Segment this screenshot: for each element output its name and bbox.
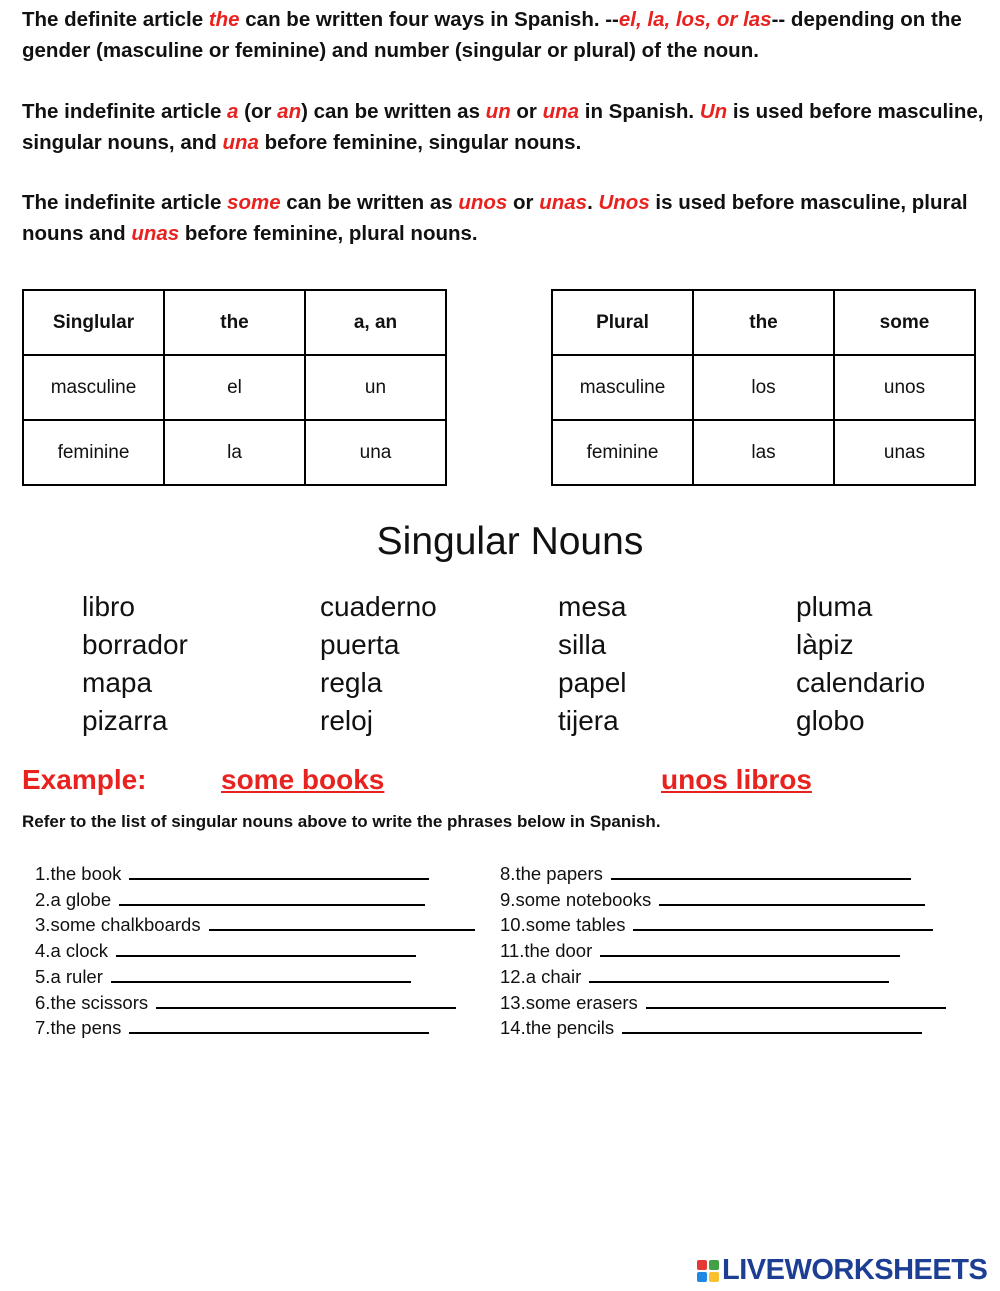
exercise-prompt: a globe (50, 888, 112, 910)
table-cell: feminine (552, 420, 693, 485)
highlight: an (277, 100, 302, 123)
exercise-prompt: a chair (525, 965, 582, 987)
plural-articles-table (551, 289, 976, 486)
noun-item: puerta (320, 629, 400, 660)
table-row (552, 420, 975, 485)
intro-paragraph-indefinite-plural (22, 187, 992, 249)
noun-item: globo (796, 705, 865, 736)
highlight: una (222, 131, 259, 154)
highlight: a (227, 100, 239, 123)
text: (or (238, 100, 278, 123)
noun-item: libro (82, 591, 135, 622)
exercise-item (35, 912, 475, 938)
exercise-item (500, 912, 946, 938)
exercise-prompt: some tables (525, 914, 626, 936)
noun-item: pizarra (82, 705, 168, 736)
text: -- depending on the gender (masculine or feminine) and number (singular or plural) of the noun. (22, 8, 962, 62)
answer-blank[interactable] (611, 861, 911, 880)
exercise-item (500, 990, 946, 1016)
noun-item: pluma (796, 591, 873, 622)
table-row (552, 355, 975, 420)
text: ) can be written as (301, 100, 486, 123)
text: or (510, 100, 543, 123)
exercise-prompt: the pencils (525, 1017, 615, 1039)
highlight: Unos (598, 191, 650, 214)
table-header-row (552, 290, 975, 355)
logo-icon (697, 1260, 719, 1282)
noun-item: borrador (82, 629, 188, 660)
highlight: un (485, 100, 511, 123)
highlight: el, la, los, or las (618, 8, 772, 31)
exercise-number: 1. (35, 863, 51, 884)
exercise-item (35, 1015, 475, 1041)
table-cell: una (305, 420, 446, 485)
table-cell: the (164, 290, 305, 355)
answer-blank[interactable] (659, 887, 925, 906)
exercise-item (35, 887, 475, 913)
table-cell: a, an (305, 290, 446, 355)
logo-text: LIVEWORKSHEETS (722, 1254, 988, 1286)
exercise-list-right (500, 861, 946, 1041)
answer-blank[interactable] (600, 938, 900, 957)
exercise-number: 8. (500, 863, 516, 884)
highlight: unas (131, 222, 180, 245)
exercise-number: 13. (500, 991, 526, 1013)
highlight: Un (699, 100, 728, 123)
exercise-number: 10. (500, 914, 526, 936)
table-cell: unos (834, 355, 975, 420)
exercise-item (500, 938, 946, 964)
table-cell: las (693, 420, 834, 485)
table-cell: feminine (23, 420, 164, 485)
exercise-prompt: the scissors (50, 991, 149, 1013)
text: The indefinite article (22, 191, 228, 214)
exercise-number: 6. (35, 991, 51, 1013)
exercise-item (500, 1015, 946, 1041)
exercise-item (35, 990, 475, 1016)
table-cell: masculine (552, 355, 693, 420)
exercise-number: 2. (35, 888, 51, 910)
logo-square (709, 1272, 719, 1282)
instructions: Refer to the list of singular nouns above to write the phrases below in Spanish. (22, 812, 661, 831)
singular-articles-table (22, 289, 447, 486)
table-cell: masculine (23, 355, 164, 420)
exercise-item (500, 861, 946, 887)
noun-item: papel (558, 667, 627, 698)
highlight: una (542, 100, 580, 123)
exercise-item (35, 938, 475, 964)
logo-square (697, 1272, 707, 1282)
exercise-prompt: some notebooks (515, 888, 652, 910)
logo-square (697, 1260, 707, 1270)
noun-item: mapa (82, 667, 153, 698)
noun-item: tijera (558, 705, 619, 736)
logo-square (709, 1260, 719, 1270)
table-cell: the (693, 290, 834, 355)
noun-item: mesa (558, 591, 627, 622)
exercise-number: 5. (35, 965, 51, 987)
exercise-prompt: the door (524, 940, 593, 962)
answer-blank[interactable] (622, 1015, 922, 1034)
text: . (587, 191, 599, 214)
exercise-prompt: the book (50, 863, 122, 884)
highlight: some (227, 191, 281, 214)
exercise-number: 3. (35, 914, 51, 936)
answer-blank[interactable] (589, 964, 889, 983)
liveworksheets-logo (697, 1254, 987, 1287)
noun-item: silla (558, 629, 607, 660)
exercise-prompt: the pens (50, 1017, 122, 1039)
text: The definite article (22, 8, 209, 31)
table-cell: Singlular (23, 290, 164, 355)
exercise-number: 12. (500, 965, 526, 987)
exercise-item (35, 964, 475, 990)
exercise-number: 7. (35, 1017, 51, 1039)
answer-blank[interactable] (156, 990, 456, 1009)
answer-blank[interactable] (129, 861, 429, 880)
exercise-number: 14. (500, 1017, 526, 1039)
text: in Spanish. (579, 100, 700, 123)
answer-blank[interactable] (633, 912, 933, 931)
table-row (23, 355, 446, 420)
exercise-prompt: the papers (515, 863, 603, 884)
noun-list (82, 588, 982, 740)
exercise-number: 4. (35, 940, 51, 962)
text: before feminine, plural nouns. (179, 222, 478, 245)
answer-blank[interactable] (646, 990, 946, 1009)
example-english: some books (221, 764, 385, 795)
text: The indefinite article (22, 100, 228, 123)
answer-blank[interactable] (116, 938, 416, 957)
answer-blank[interactable] (129, 1015, 429, 1034)
table-header-row (23, 290, 446, 355)
intro-paragraph-indefinite-singular (22, 96, 992, 158)
table-cell: Plural (552, 290, 693, 355)
table-cell: la (164, 420, 305, 485)
exercise-prompt: some chalkboards (50, 914, 201, 936)
section-title: Singular Nouns (376, 520, 644, 563)
exercise-number: 11. (500, 940, 525, 962)
exercise-item (35, 861, 475, 887)
answer-blank[interactable] (119, 887, 425, 906)
answer-blank[interactable] (111, 964, 411, 983)
highlight: unos (458, 191, 508, 214)
highlight: unas (539, 191, 588, 214)
text: can be written as (280, 191, 459, 214)
noun-item: calendario (796, 667, 926, 698)
answer-blank[interactable] (209, 912, 475, 931)
exercise-list-left (35, 861, 475, 1041)
text: before feminine, singular nouns. (258, 131, 582, 154)
exercise-prompt: a clock (50, 940, 109, 962)
text: can be written four ways in Spanish. -- (239, 8, 619, 31)
noun-item: làpiz (796, 629, 854, 660)
text: is used before masculine, singular nouns, and (22, 100, 984, 154)
table-row (23, 420, 446, 485)
text: is used before masculine, plural nouns and (22, 191, 968, 245)
table-cell: un (305, 355, 446, 420)
table-cell: some (834, 290, 975, 355)
intro-paragraph-definite (22, 4, 992, 66)
noun-item: regla (320, 667, 383, 698)
exercise-item (500, 964, 946, 990)
table-cell: los (693, 355, 834, 420)
exercise-item (500, 887, 946, 913)
noun-item: reloj (320, 705, 373, 736)
example-spanish: unos libros (661, 764, 812, 795)
table-cell: el (164, 355, 305, 420)
table-cell: unas (834, 420, 975, 485)
noun-item: cuaderno (320, 591, 437, 622)
exercise-prompt: some erasers (525, 991, 638, 1013)
example-label: Example: (22, 764, 147, 795)
highlight: the (208, 8, 240, 31)
exercise-prompt: a ruler (50, 965, 103, 987)
text: or (507, 191, 540, 214)
exercise-number: 9. (500, 888, 516, 910)
